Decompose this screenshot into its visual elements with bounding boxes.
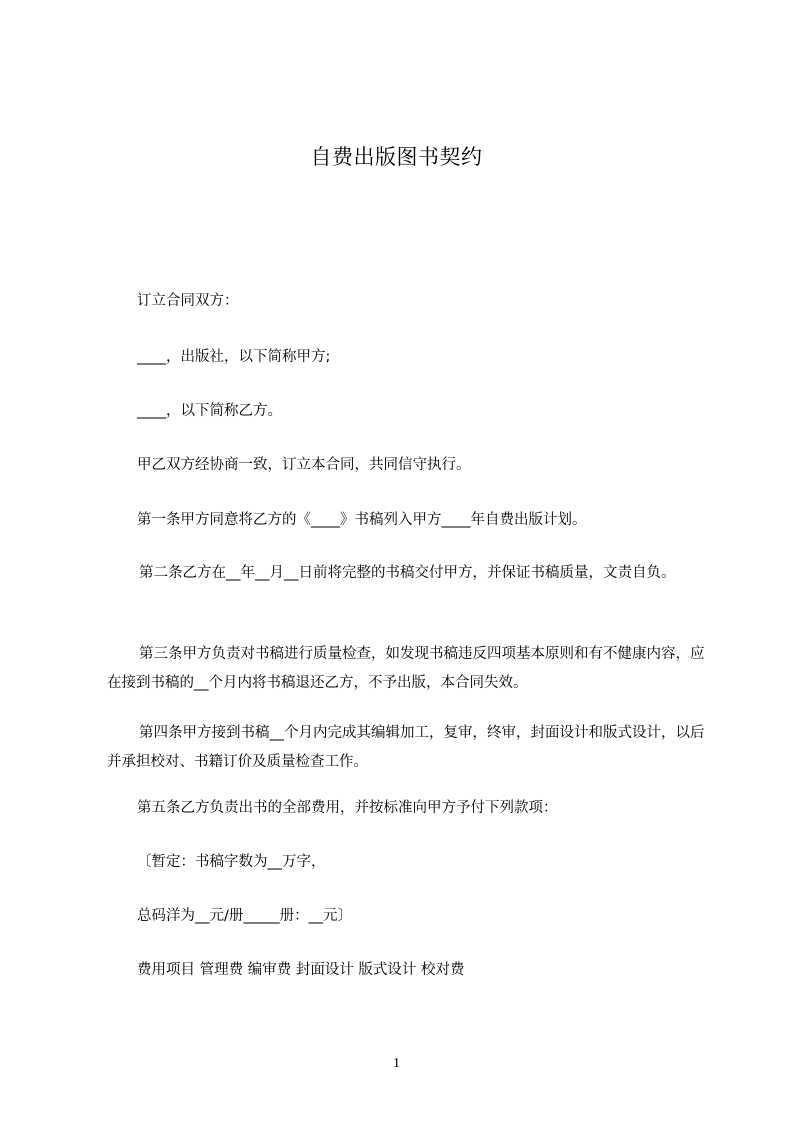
paragraph-article-3: 第三条甲方负责对书稿进行质量检查，如发现书稿违反四项基本原则和有不健康内容，应在接到书稿的__个月内将书稿退还乙方，不予出版，本合同失效。 [107,646,705,691]
paragraph-parties-intro: 订立合同双方： [137,293,239,309]
paragraph-agreement: 甲乙双方经协商一致，订立本合同，共同信守执行。 [137,457,471,473]
paragraph-article-5: 第五条乙方负责出书的全部费用，并按标准向甲方予付下列款项： [137,800,558,816]
paragraph-party-a: ____，出版社，以下简称甲方; [137,349,331,365]
paragraph-article-1: 第一条甲方同意将乙方的《____》书稿列入甲方____年自费出版计划。 [137,512,587,528]
paragraph-fee-items: 费用项目 管理费 编审费 封面设计 版式设计 校对费 [137,962,465,978]
paragraph-article-2: 第二条乙方在__年__月__日前将完整的书稿交付甲方，并保证书稿质量，文责自负。 [139,565,676,581]
page-number: 1 [393,1056,400,1071]
paragraph-total-price: 总码洋为__元/册_____册：__元〕 [137,908,353,924]
paragraph-article-4: 第四条甲方接到书稿__个月内完成其编辑加工，复审，终审，封面设计和版式设计，以后并承担校对、书籍订价及质量检查工作。 [107,725,705,770]
paragraph-party-b: ____，以下简称乙方。 [137,403,282,419]
document-title: 自费出版图书契约 [310,145,483,169]
paragraph-tentative-wordcount: 〔暂定：书稿字数为__万字， [137,854,326,870]
